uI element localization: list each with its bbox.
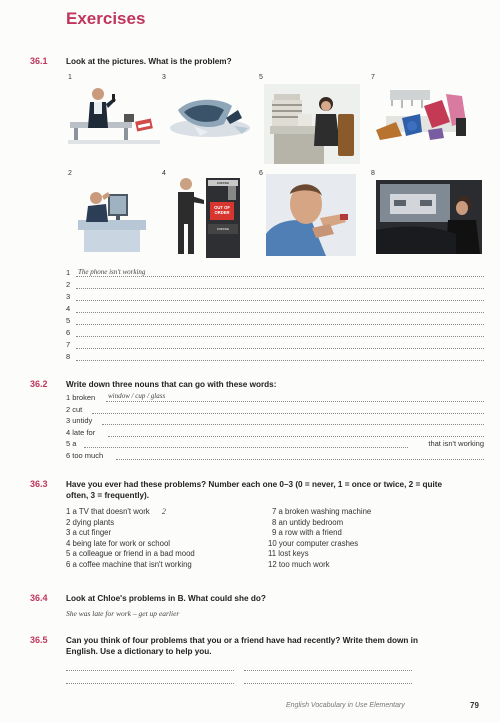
page-title: Exercises	[66, 9, 146, 28]
problem-item-5: 5 a colleague or friend in a bad mood	[66, 549, 195, 558]
problem-item-3: 3 a cut finger	[66, 528, 112, 537]
row-word: broken	[72, 393, 96, 402]
problem-item-11: 11 lost keys	[268, 549, 309, 558]
picture-3-broken-cup	[164, 88, 256, 140]
out-of-order-sign: OUT OF ORDER	[214, 205, 230, 215]
row-word: a	[72, 439, 77, 448]
exercise-number-36-3: 36.3	[30, 479, 48, 489]
handwritten-answer: window / cup / glass	[108, 392, 166, 400]
handwritten-answer: The phone isn't working	[78, 268, 146, 276]
row-word: untidy	[72, 416, 93, 425]
picture-label-2: 2	[68, 170, 72, 177]
handwritten-example-36-4: She was late for work – get up earlier	[66, 609, 180, 618]
word-row-6[interactable]	[66, 451, 484, 463]
problem-item-9: 9 a row with a friend	[272, 528, 342, 537]
exercise-instruction-36-2: Write down three nouns that can go with these words:	[66, 380, 277, 389]
picture-label-1: 1	[68, 74, 72, 81]
instruction-line-1: Can you think of four problems that you or a friend have had recently? Write them down in	[66, 636, 418, 645]
answer-line-5[interactable]	[66, 316, 484, 326]
picture-8-car-traffic	[376, 180, 482, 254]
exercise-instruction-36-5	[66, 635, 488, 657]
picture-4-coffee-machine	[170, 174, 244, 258]
problem-item-8: 8 an untidy bedroom	[272, 517, 344, 527]
exercise-number-36-1: 36.1	[30, 56, 48, 66]
problem-list-right	[268, 507, 472, 570]
row-word: late for	[72, 427, 96, 437]
exercise-instruction-36-1: Look at the pictures. What is the problem?	[66, 57, 232, 66]
answer-line-number: 5	[66, 316, 71, 325]
write-area-left[interactable]	[66, 668, 234, 692]
answer-line-number: 1	[66, 268, 71, 277]
page-number: 79	[470, 701, 479, 710]
picture-7-untidy-room	[372, 82, 472, 142]
row-suffix: that isn't working	[428, 439, 484, 448]
picture-label-8: 8	[371, 170, 375, 177]
answer-line-number: 8	[66, 352, 71, 361]
exercise-number-36-2: 36.2	[30, 379, 48, 389]
coffee-machine-bottom-label: COFFEE	[216, 227, 230, 231]
problem-item-7: 7 a broken washing machine	[272, 507, 372, 516]
book-title-footer: English Vocabulary in Use Elementary	[286, 702, 405, 709]
picture-label-6: 6	[259, 170, 263, 177]
answer-line-number: 7	[66, 340, 71, 349]
exercise-instruction-36-3	[66, 479, 486, 501]
answer-line-1[interactable]	[66, 268, 484, 278]
picture-5-busy-woman	[264, 84, 360, 164]
picture-label-7: 7	[371, 74, 375, 81]
picture-2-computer-crash	[78, 180, 146, 254]
word-row-2[interactable]	[66, 405, 484, 417]
exercise-number-36-4: 36.4	[30, 593, 48, 603]
word-row-3[interactable]	[66, 416, 484, 428]
row-number: 3	[66, 416, 71, 425]
answer-line-3[interactable]	[66, 292, 484, 302]
row-word: too much	[72, 450, 104, 460]
answer-line-8[interactable]	[66, 352, 484, 362]
instruction-line-2: often, 3 = frequently).	[66, 491, 150, 500]
picture-6-cut-finger	[266, 174, 356, 256]
problem-item-10: 10 your computer crashes	[268, 538, 359, 548]
answer-line-2[interactable]	[66, 280, 484, 290]
problem-item-1: 1 a TV that doesn't work 2	[66, 507, 166, 516]
problem-item-6: 6 a coffee machine that isn't working	[66, 559, 192, 569]
handwritten-rating: 2	[161, 507, 166, 516]
exercise-number-36-5: 36.5	[30, 635, 48, 645]
answer-line-6[interactable]	[66, 328, 484, 338]
answer-line-number: 3	[66, 292, 71, 301]
picture-1-man-phone	[68, 84, 160, 144]
row-number: 1	[66, 393, 71, 402]
row-number: 6	[66, 450, 71, 460]
row-number: 5	[66, 439, 71, 448]
picture-label-5: 5	[259, 74, 263, 81]
answer-lines-36-1	[66, 268, 484, 362]
row-word: cut	[72, 404, 83, 414]
write-area-right[interactable]	[244, 668, 412, 692]
problem-item-12: 12 too much work	[268, 559, 330, 569]
word-row-1[interactable]	[66, 393, 484, 405]
problem-list-left	[66, 507, 266, 570]
instruction-line-2: English. Use a dictionary to help you.	[66, 647, 212, 656]
word-row-5[interactable]	[66, 439, 484, 451]
answer-line-number: 4	[66, 304, 71, 313]
problem-item-2: 2 dying plants	[66, 517, 115, 527]
exercise-instruction-36-4: Look at Chloe's problems in B. What could she do?	[66, 594, 266, 603]
word-row-4[interactable]	[66, 428, 484, 440]
problem-item-4: 4 being late for work or school	[66, 538, 171, 548]
row-number: 2	[66, 404, 71, 414]
coffee-machine-top-label: COFFEE	[216, 181, 230, 185]
picture-label-3: 3	[162, 74, 166, 81]
answer-line-7[interactable]	[66, 340, 484, 350]
row-number: 4	[66, 427, 71, 437]
answer-line-number: 2	[66, 280, 71, 289]
picture-label-4: 4	[162, 170, 166, 177]
word-list-36-2	[66, 393, 484, 462]
answer-line-4[interactable]	[66, 304, 484, 314]
answer-line-number: 6	[66, 328, 71, 337]
instruction-line-1: Have you ever had these problems? Number each one 0–3 (0 = never, 1 = once or twice, 2 = quite	[66, 480, 443, 489]
